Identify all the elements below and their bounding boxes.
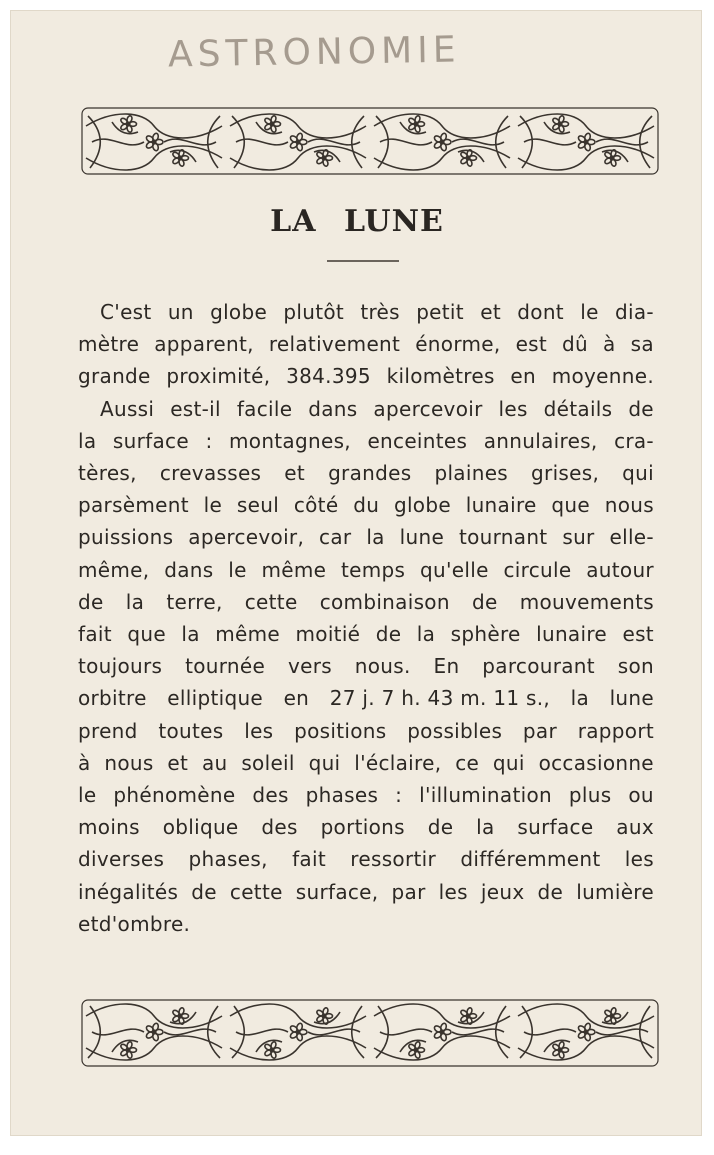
word: dans xyxy=(308,396,358,421)
word: la xyxy=(476,815,495,840)
word: aux xyxy=(616,815,654,840)
text-line xyxy=(78,328,654,360)
word: des xyxy=(252,783,289,808)
text-line xyxy=(78,779,654,811)
word: dont xyxy=(517,300,564,324)
word: la xyxy=(78,428,97,453)
word: la xyxy=(125,589,145,614)
word: de xyxy=(191,879,217,904)
word: très xyxy=(360,300,400,324)
word: moyenne. xyxy=(551,364,654,389)
text-line xyxy=(78,811,654,843)
word: même, xyxy=(78,557,150,582)
text-line xyxy=(78,586,654,618)
word: surface xyxy=(517,815,594,840)
word: plaines xyxy=(434,461,509,486)
word: surface xyxy=(112,428,189,453)
top-ornamental-border xyxy=(78,102,662,180)
word: et xyxy=(284,461,306,486)
text-line xyxy=(78,682,654,714)
word: 27 j. 7 h. 43 m. 11 s., xyxy=(329,686,551,711)
word: fait xyxy=(292,847,326,872)
word: la xyxy=(416,622,436,647)
word: globe xyxy=(210,300,268,324)
word: : xyxy=(395,783,403,808)
text-line xyxy=(78,747,654,779)
word: ou xyxy=(628,783,654,808)
word: ressortir xyxy=(350,847,437,872)
word: cra- xyxy=(614,428,654,453)
word: différemment xyxy=(460,847,601,872)
word: lumière xyxy=(576,879,654,904)
word: phases xyxy=(305,783,379,808)
word: parsèment xyxy=(78,493,189,518)
word: et xyxy=(167,750,189,775)
word: : xyxy=(205,428,213,453)
word: mouvements xyxy=(519,589,654,614)
word: le xyxy=(78,783,97,808)
text-line xyxy=(78,393,654,425)
word: relativement xyxy=(268,332,401,357)
word: car xyxy=(319,525,352,550)
word: les xyxy=(498,396,528,421)
word: moitié xyxy=(295,622,361,647)
word: apparent, xyxy=(154,332,254,357)
word: le xyxy=(203,493,223,518)
word: dia- xyxy=(615,300,654,324)
text-line xyxy=(78,360,654,392)
word: par xyxy=(522,718,557,743)
word: de xyxy=(78,589,104,614)
word: diverses xyxy=(78,847,165,872)
text-line xyxy=(78,457,654,489)
word: lune xyxy=(609,686,654,711)
word: orbitre xyxy=(78,686,147,711)
word: détails xyxy=(543,396,613,421)
word: tournée xyxy=(185,654,266,679)
word: En xyxy=(433,654,460,679)
word: et xyxy=(78,911,99,936)
word: que xyxy=(127,622,166,647)
word: autour xyxy=(586,557,654,582)
word: fait xyxy=(78,622,112,647)
word: de xyxy=(427,815,454,840)
word: de xyxy=(537,879,564,904)
word: de xyxy=(471,589,498,614)
word: même xyxy=(215,622,281,647)
word: la xyxy=(570,686,590,711)
word: sphère xyxy=(450,622,521,647)
word: elle- xyxy=(609,525,654,550)
word: lunaire xyxy=(536,622,608,647)
word: la xyxy=(181,622,200,647)
word: en xyxy=(283,686,310,711)
word: surface, xyxy=(295,879,379,904)
word: du xyxy=(353,493,380,518)
word: moins xyxy=(78,815,140,840)
word: prend xyxy=(78,718,138,743)
word: temps xyxy=(341,557,406,582)
word: inégalités xyxy=(78,879,179,904)
word: que xyxy=(551,493,590,518)
word: le xyxy=(580,300,599,324)
word: grises, xyxy=(531,461,600,486)
word: sa xyxy=(630,332,654,357)
word: nous xyxy=(604,493,654,518)
word: est-il xyxy=(170,396,221,421)
word: dans xyxy=(164,557,214,582)
word: crevasses xyxy=(159,461,262,486)
word: cette xyxy=(244,589,298,614)
word: le xyxy=(228,557,247,582)
word: tères, xyxy=(78,461,137,486)
word: portions xyxy=(320,815,405,840)
word: par xyxy=(391,879,426,904)
text-line xyxy=(78,715,654,747)
word: seul xyxy=(236,493,280,518)
word: tournant xyxy=(458,525,548,550)
word: la xyxy=(366,525,385,550)
word: circule xyxy=(503,557,572,582)
word: les xyxy=(244,718,274,743)
word: de xyxy=(628,396,654,421)
word: et xyxy=(480,300,501,324)
word: oblique xyxy=(162,815,239,840)
word: l'illumination xyxy=(419,783,552,808)
word: l'éclaire, xyxy=(354,750,442,775)
word: côté xyxy=(293,493,339,518)
text-line xyxy=(78,876,654,908)
word: même xyxy=(261,557,327,582)
word: parcourant xyxy=(482,654,595,679)
word: d'ombre. xyxy=(98,911,191,936)
text-line xyxy=(78,425,654,457)
word: rapport xyxy=(577,718,654,743)
word: en xyxy=(510,364,536,389)
word: sur xyxy=(562,525,595,550)
word: toujours xyxy=(78,654,163,679)
word: grande xyxy=(78,364,151,389)
word: globe xyxy=(393,493,451,518)
word: des xyxy=(261,815,298,840)
word: proximité, xyxy=(166,364,271,389)
page-title: LA LUNE xyxy=(270,204,444,239)
word: annulaires, xyxy=(483,428,598,453)
text-line xyxy=(78,650,654,682)
word: jeux xyxy=(480,879,525,904)
word: au xyxy=(201,750,228,775)
text-line xyxy=(78,554,654,586)
word: phénomène xyxy=(113,783,236,808)
word: C'est xyxy=(100,300,152,324)
text-line xyxy=(78,618,654,650)
word: occasionne xyxy=(538,750,654,775)
text-line xyxy=(78,843,654,875)
word: mètre xyxy=(78,332,140,357)
word: à xyxy=(603,332,616,357)
word: petit xyxy=(416,300,464,324)
word: ce xyxy=(455,750,480,775)
word: qui xyxy=(492,750,525,775)
word: plus xyxy=(568,783,612,808)
word: montagnes, xyxy=(229,428,351,453)
word: qu'elle xyxy=(420,557,489,582)
word: kilomètres xyxy=(386,364,495,389)
word: est xyxy=(622,622,654,647)
word: est xyxy=(515,332,548,357)
word: à xyxy=(78,750,91,775)
word: qui xyxy=(622,461,654,486)
word: apercevoir xyxy=(373,396,483,421)
word: lune xyxy=(399,525,445,550)
word: plutôt xyxy=(283,300,345,324)
bottom-ornamental-border xyxy=(78,994,662,1072)
word: vers xyxy=(287,654,332,679)
word: grandes xyxy=(328,461,412,486)
word: lunaire xyxy=(465,493,537,518)
text-line xyxy=(78,296,654,328)
text-line xyxy=(78,908,654,940)
word: nous. xyxy=(354,654,411,679)
word: qui xyxy=(308,750,341,775)
word: puissions xyxy=(78,525,174,550)
word: elliptique xyxy=(167,686,264,711)
word: énorme, xyxy=(415,332,501,357)
word: positions xyxy=(294,718,387,743)
word: les xyxy=(624,847,654,872)
word: phases, xyxy=(188,847,268,872)
word: enceintes xyxy=(367,428,468,453)
word: possibles xyxy=(407,718,503,743)
word: toutes xyxy=(158,718,224,743)
word: cette xyxy=(229,879,283,904)
word: son xyxy=(617,654,654,679)
word: terre, xyxy=(166,589,223,614)
postcard xyxy=(10,10,702,1136)
word: nous xyxy=(104,750,154,775)
word: apercevoir, xyxy=(188,525,305,550)
title-divider xyxy=(327,260,399,262)
text-line xyxy=(78,489,654,521)
text-line xyxy=(78,521,654,553)
word: un xyxy=(167,300,194,324)
word: les xyxy=(438,879,468,904)
word: soleil xyxy=(241,750,295,775)
word: dû xyxy=(562,332,589,357)
word: Aussi xyxy=(100,396,155,421)
word: combinaison xyxy=(319,589,450,614)
word: facile xyxy=(236,396,293,421)
word: de xyxy=(375,622,402,647)
word: 384.395 xyxy=(286,364,371,389)
pencil-annotation: ASTRONOMIE xyxy=(167,29,461,76)
body-text xyxy=(78,296,654,940)
